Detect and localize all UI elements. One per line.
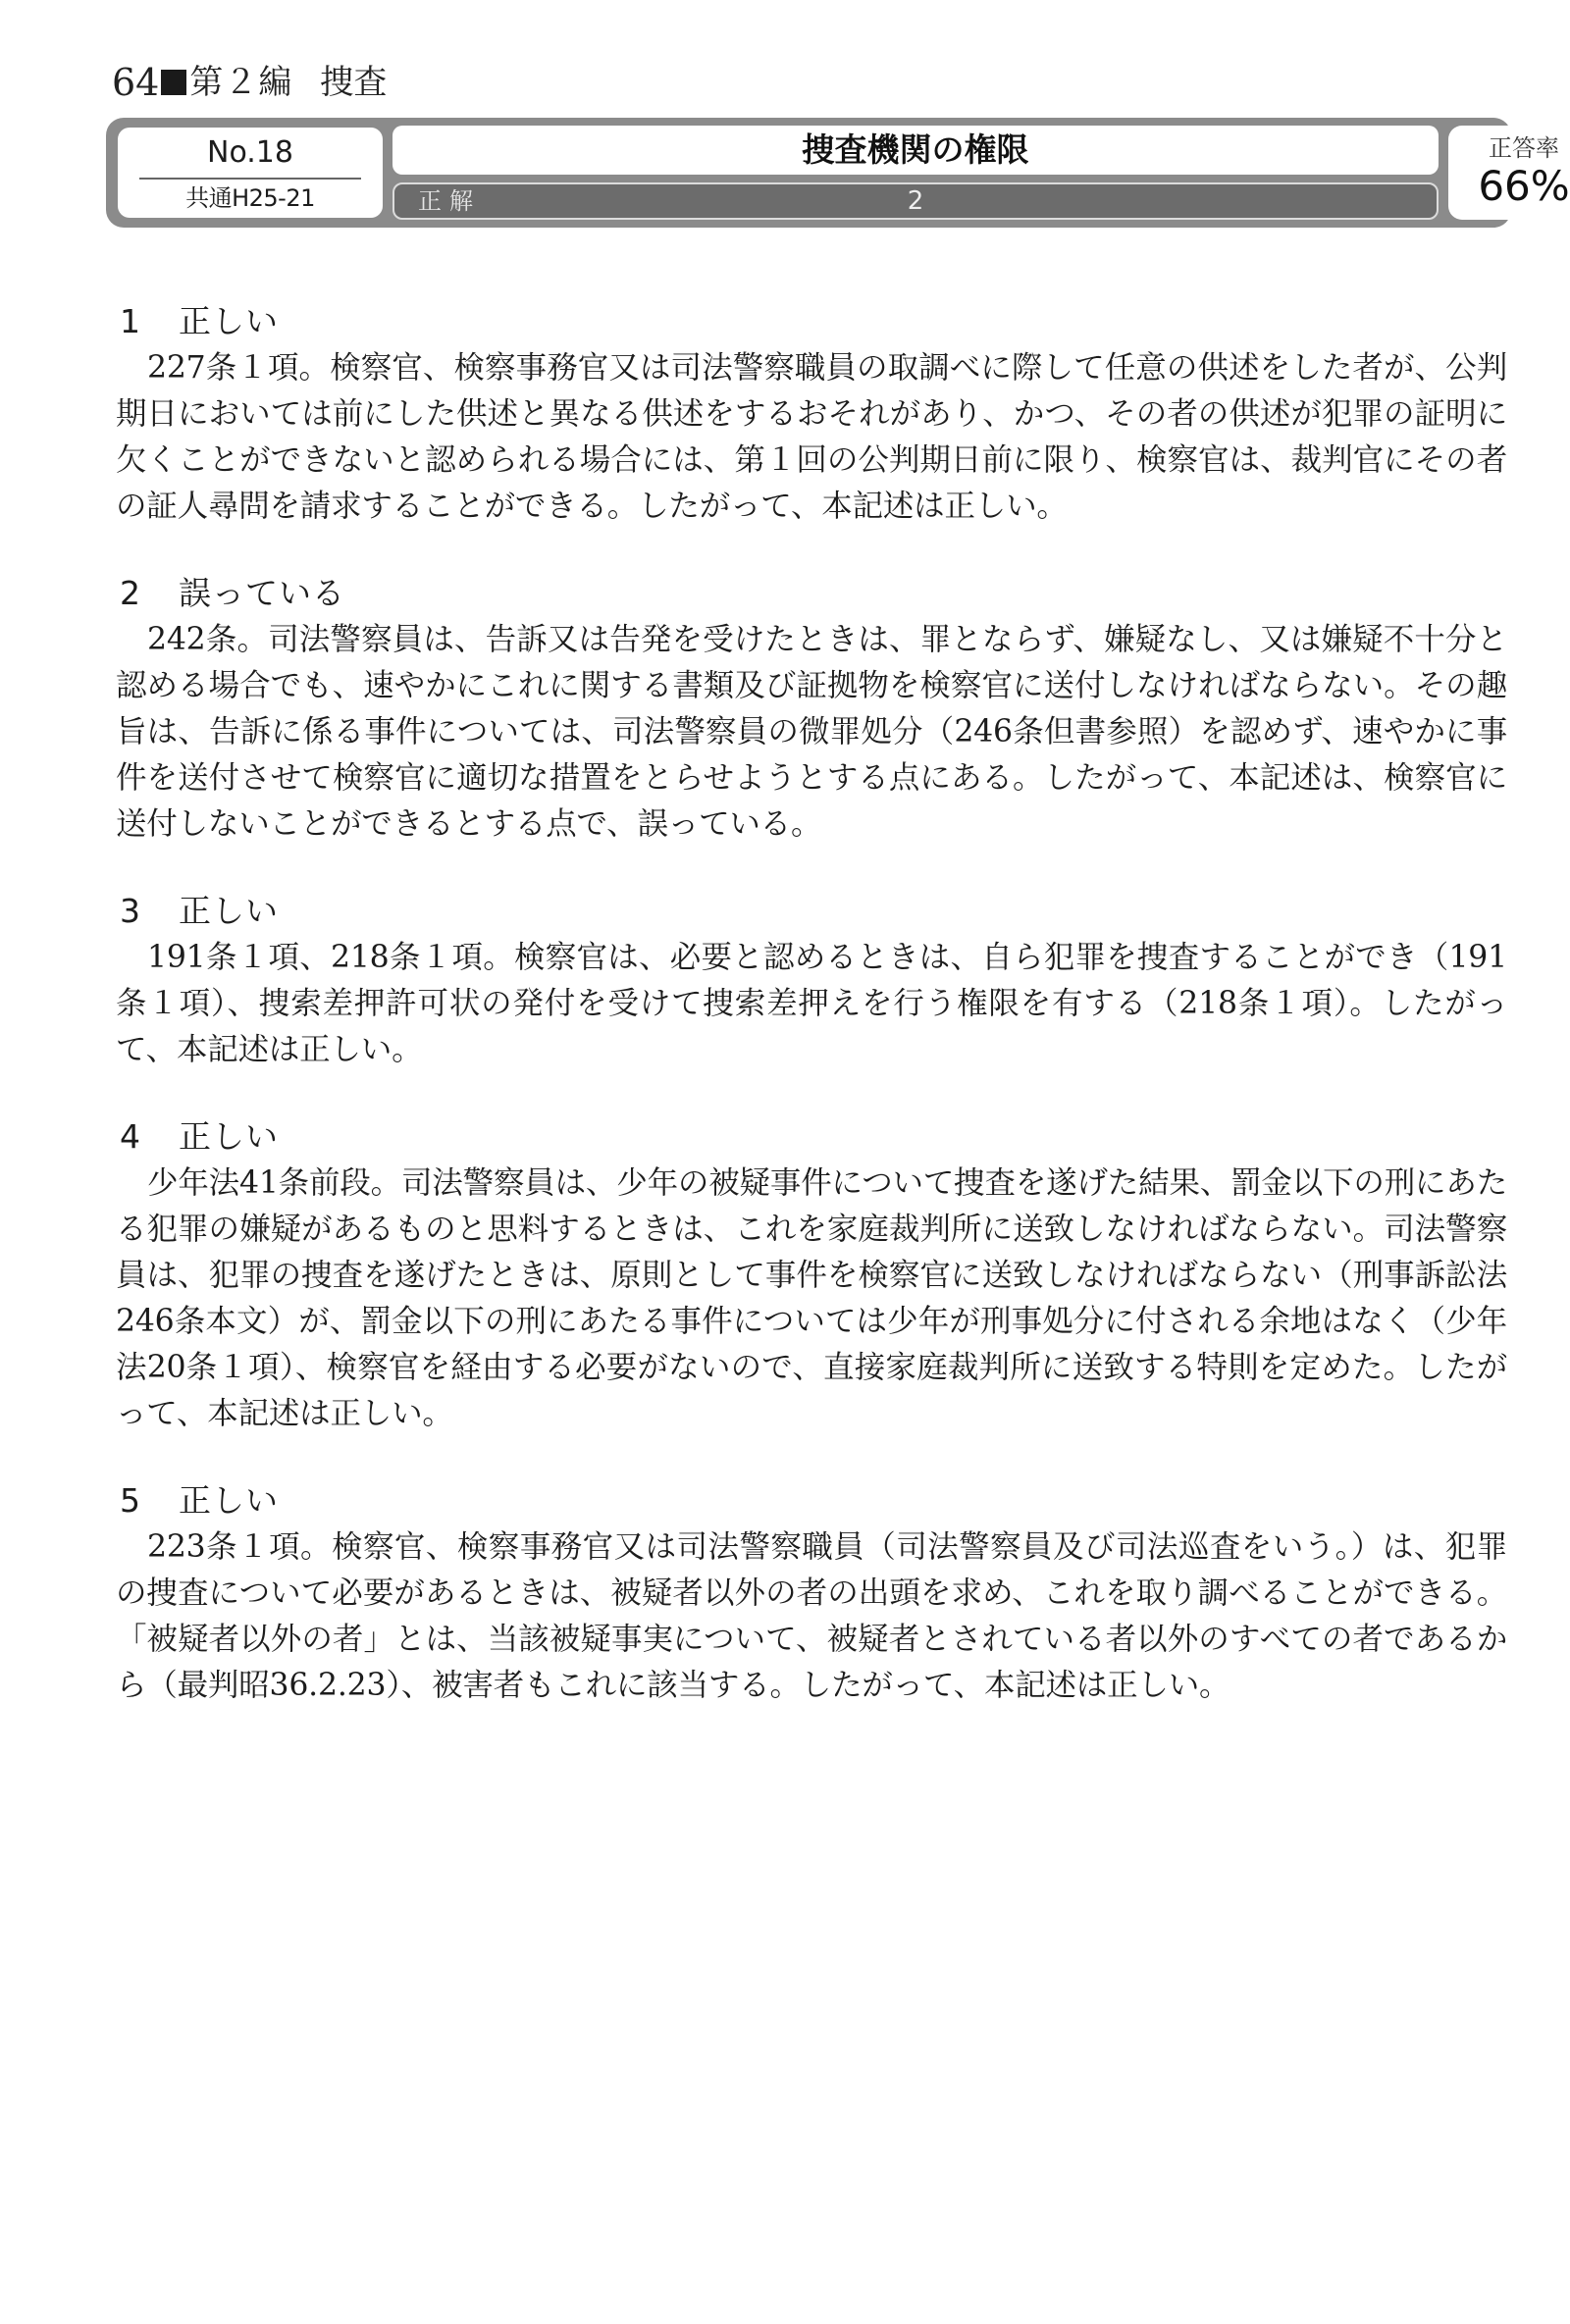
item-heading [116, 570, 1507, 617]
item-heading [116, 888, 1507, 935]
question-title: 捜査機関の権限 [392, 126, 1439, 175]
correct-rate-value: 66% [1478, 162, 1570, 210]
item-verdict: 正しい [179, 1117, 279, 1156]
running-head [112, 61, 387, 104]
item-text: 227条１項。検察官、検察事務官又は司法警察職員の取調べに際して任意の供述をした者が、公判期日においては前にした供述と異なる供述をするおそれがあり、かつ、その者の供述が犯罪の証明に欠くことができないと認められる場合には、第１回の公判期日前に限り、検察官は、裁判官にその者の証人尋問を請求することができる。したがって、本記述は正しい。 [116, 350, 1507, 524]
item-verdict: 正しい [179, 302, 279, 340]
item-number: 1 [120, 302, 140, 340]
page-number: 64 [112, 61, 160, 104]
item-number: 5 [120, 1481, 140, 1520]
item-heading [116, 298, 1507, 345]
item-text: 242条。司法警察員は、告訴又は告発を受けたときは、罪とならず、嫌疑なし、又は嫌疑不十分と認める場合でも、速やかにこれに関する書類及び証拠物を検察官に送付しなければならない。その趣旨は、告訴に係る事件については、司法警察員の微罪処分（246条但書参照）を認めず、速やかに事件を送付させて検察官に適切な措置をとらせようとする点にある。したがって、本記述は、検察官に送付しないことができるとする点で、誤っている。 [116, 622, 1507, 842]
explanation-item-1 [116, 298, 1507, 530]
question-number: No.18 [207, 135, 293, 170]
explanation-item-4 [116, 1113, 1507, 1437]
chapter-label: 捜査 [320, 63, 388, 102]
item-text: 191条１項、218条１項。検察官は、必要と認めるときは、自ら犯罪を捜査することができ（191条１項）、捜索差押許可状の発付を受けて捜索差押えを行う権限を有する（218条１項）。したがって、本記述は正しい。 [116, 940, 1507, 1067]
correct-rate-label: 正答率 [1489, 134, 1559, 162]
item-text: 223条１項。検察官、検察事務官又は司法警察職員（司法警察員及び司法巡査をいう。）は、犯罪の捜査について必要があるときは、被疑者以外の者の出頭を求め、これを取り調べることができる。「被疑者以外の者」とは、当該被疑事実について、被疑者とされている者以外のすべての者であるから（最判昭36.2.23）、被害者もこれに該当する。したがって、本記述は正しい。 [116, 1529, 1507, 1703]
question-number-box [118, 128, 383, 218]
question-header [106, 118, 1570, 228]
item-verdict: 正しい [179, 1481, 279, 1520]
item-heading [116, 1477, 1507, 1524]
divider [139, 178, 361, 180]
explanation-item-5 [116, 1477, 1507, 1709]
item-number: 4 [120, 1117, 140, 1156]
answer-label: 正解 [418, 187, 481, 215]
item-heading [116, 1113, 1507, 1161]
explanation-item-2 [116, 570, 1507, 848]
answer-bar [392, 182, 1439, 220]
item-number: 2 [120, 574, 140, 612]
item-number: 3 [120, 892, 140, 930]
part-label: 第２編 [189, 63, 293, 102]
answer-value: 2 [907, 186, 924, 216]
question-source: 共通H25-21 [185, 184, 315, 212]
item-text: 少年法41条前段。司法警察員は、少年の被疑事件について捜査を遂げた結果、罰金以下の刑にあたる犯罪の嫌疑があるものと思料するときは、これを家庭裁判所に送致しなければならない。司法警察員は、犯罪の捜査を遂げたときは、原則として事件を検察官に送致しなければならない（刑事訴訟法246条本文）が、罰金以下の刑にあたる事件については少年が刑事処分に付される余地はなく（少年法20条１項）、検察官を経由する必要がないので、直接家庭裁判所に送致する特則を定めた。したがって、本記述は正しい。 [116, 1165, 1507, 1431]
item-verdict: 誤っている [179, 574, 345, 612]
explanation-item-3 [116, 888, 1507, 1073]
correct-rate-box [1448, 126, 1570, 220]
black-square-icon [161, 70, 186, 95]
explanations [116, 298, 1507, 1749]
item-verdict: 正しい [179, 892, 279, 930]
